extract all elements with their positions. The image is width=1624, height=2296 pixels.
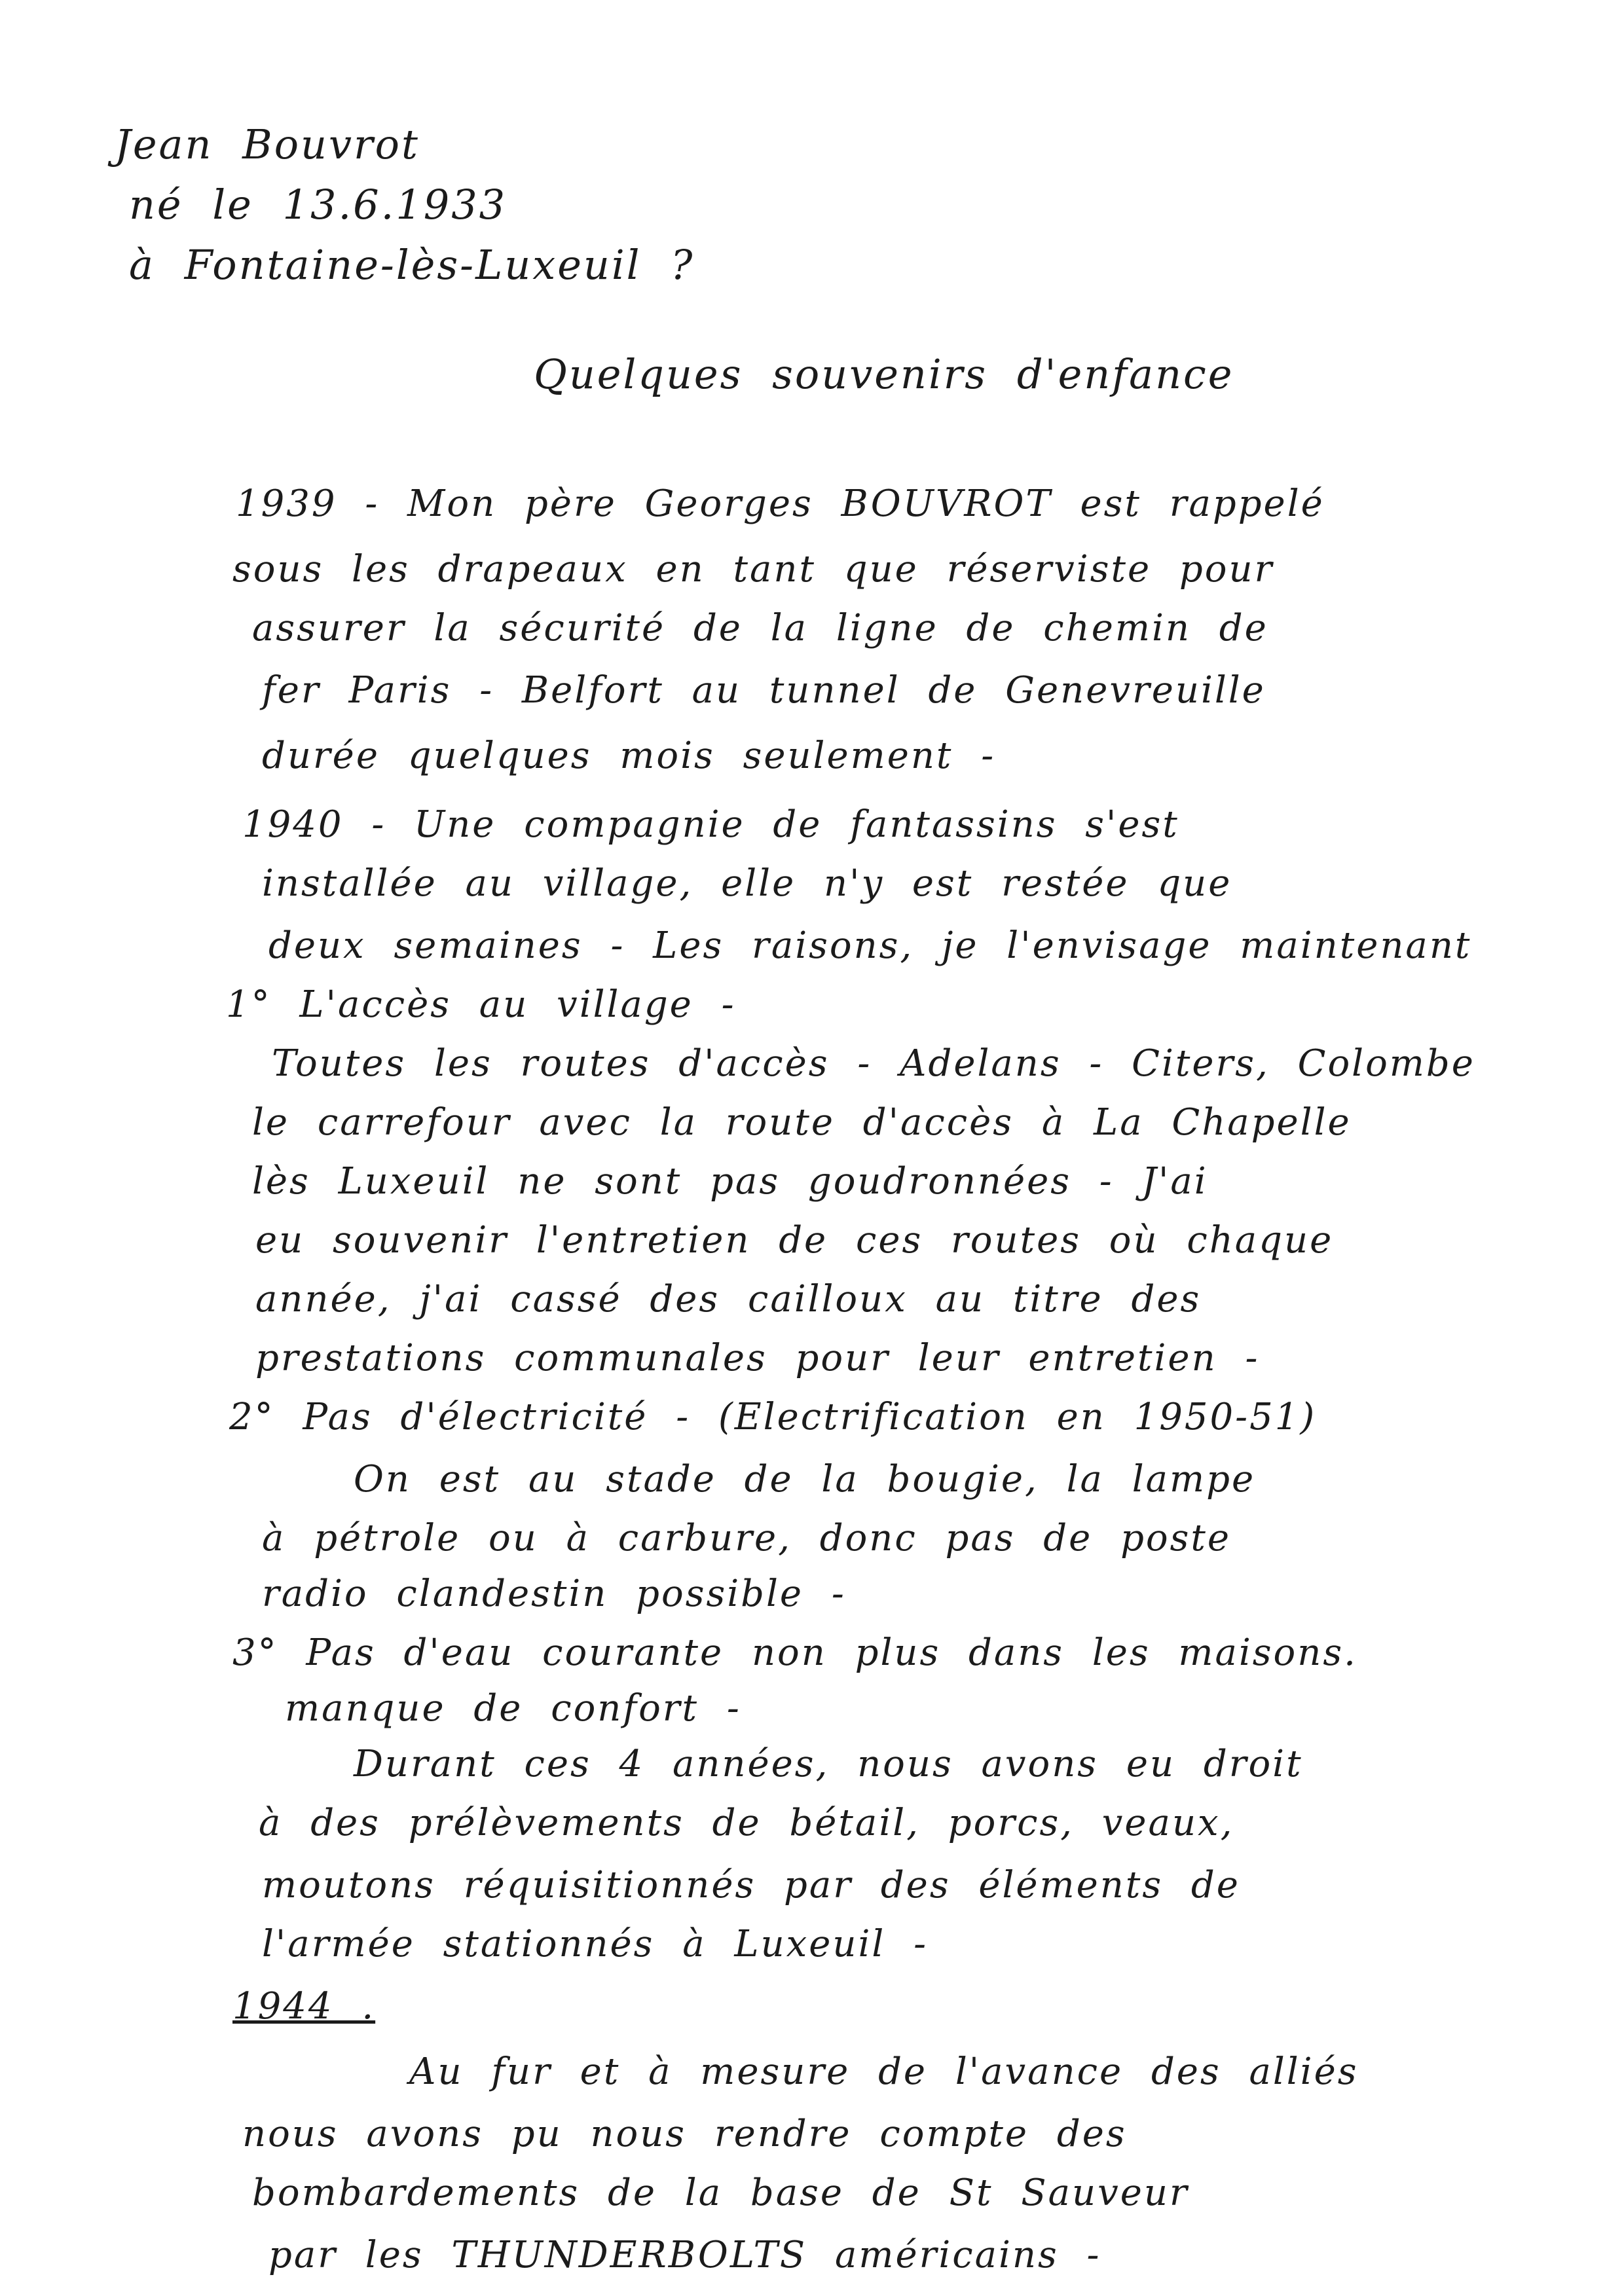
letter-line: année, j'ai cassé des cailloux au titre des bbox=[255, 1278, 1202, 1321]
letter-line: eu souvenir l'entretien de ces routes où chaque bbox=[255, 1219, 1334, 1262]
letter-line: 1940 - Une compagnie de fantassins s'est bbox=[242, 803, 1179, 846]
letter-line: deux semaines - Les raisons, je l'envisage maintenant bbox=[268, 924, 1472, 967]
letter-line: lès Luxeuil ne sont pas goudronnées - J'ai bbox=[252, 1160, 1208, 1203]
letter-line: 2° Pas d'électricité - (Electrification en 1950-51) bbox=[229, 1396, 1317, 1438]
letter-line: l'armée stationnés à Luxeuil - bbox=[262, 1923, 928, 1965]
author-name: Jean Bouvrot bbox=[115, 120, 420, 168]
letter-line: 3° Pas d'eau courante non plus dans les maisons. bbox=[232, 1631, 1357, 1674]
letter-line: fer Paris - Belfort au tunnel de Genevreuille bbox=[262, 669, 1266, 712]
letter-line: On est au stade de la bougie, la lampe bbox=[354, 1458, 1256, 1501]
letter-line: à des prélèvements de bétail, porcs, veaux, bbox=[259, 1802, 1234, 1844]
letter-line: Au fur et à mesure de l'avance des alliés bbox=[409, 2050, 1359, 2093]
letter-line: le carrefour avec la route d'accès à La Chapelle bbox=[252, 1101, 1352, 1144]
letter-line: à pétrole ou à carbure, donc pas de poste bbox=[262, 1517, 1232, 1559]
letter-line: par les THUNDERBOLTS américains - bbox=[268, 2234, 1101, 2276]
letter-line: sous les drapeaux en tant que réserviste pour bbox=[232, 548, 1274, 591]
page-title: Quelques souvenirs d'enfance bbox=[534, 350, 1234, 398]
author-birthplace: à Fontaine-lès-Luxeuil ? bbox=[129, 241, 695, 289]
letter-line: manque de confort - bbox=[285, 1687, 741, 1730]
letter-line: nous avons pu nous rendre compte des bbox=[242, 2113, 1127, 2155]
letter-line: Durant ces 4 années, nous avons eu droit bbox=[354, 1743, 1303, 1785]
letter-line: Toutes les routes d'accès - Adelans - Citers, Colombe bbox=[272, 1042, 1475, 1085]
letter-line: assurer la sécurité de la ligne de chemin de bbox=[252, 607, 1268, 649]
letter-line: 1944 . bbox=[232, 1985, 376, 2028]
letter-line: radio clandestin possible - bbox=[262, 1573, 846, 1615]
letter-line: 1° L'accès au village - bbox=[226, 983, 736, 1026]
author-birthdate: né le 13.6.1933 bbox=[129, 181, 507, 228]
letter-line: durée quelques mois seulement - bbox=[262, 735, 996, 777]
letter-line: installée au village, elle n'y est restée que bbox=[262, 862, 1232, 905]
letter-line: prestations communales pour leur entretien - bbox=[255, 1337, 1260, 1379]
letter-line: moutons réquisitionnés par des éléments de bbox=[262, 1864, 1240, 1906]
letter-line: bombardements de la base de St Sauveur bbox=[252, 2172, 1189, 2214]
letter-line: 1939 - Mon père Georges BOUVROT est rappelé bbox=[236, 483, 1325, 525]
author-block bbox=[115, 115, 695, 295]
